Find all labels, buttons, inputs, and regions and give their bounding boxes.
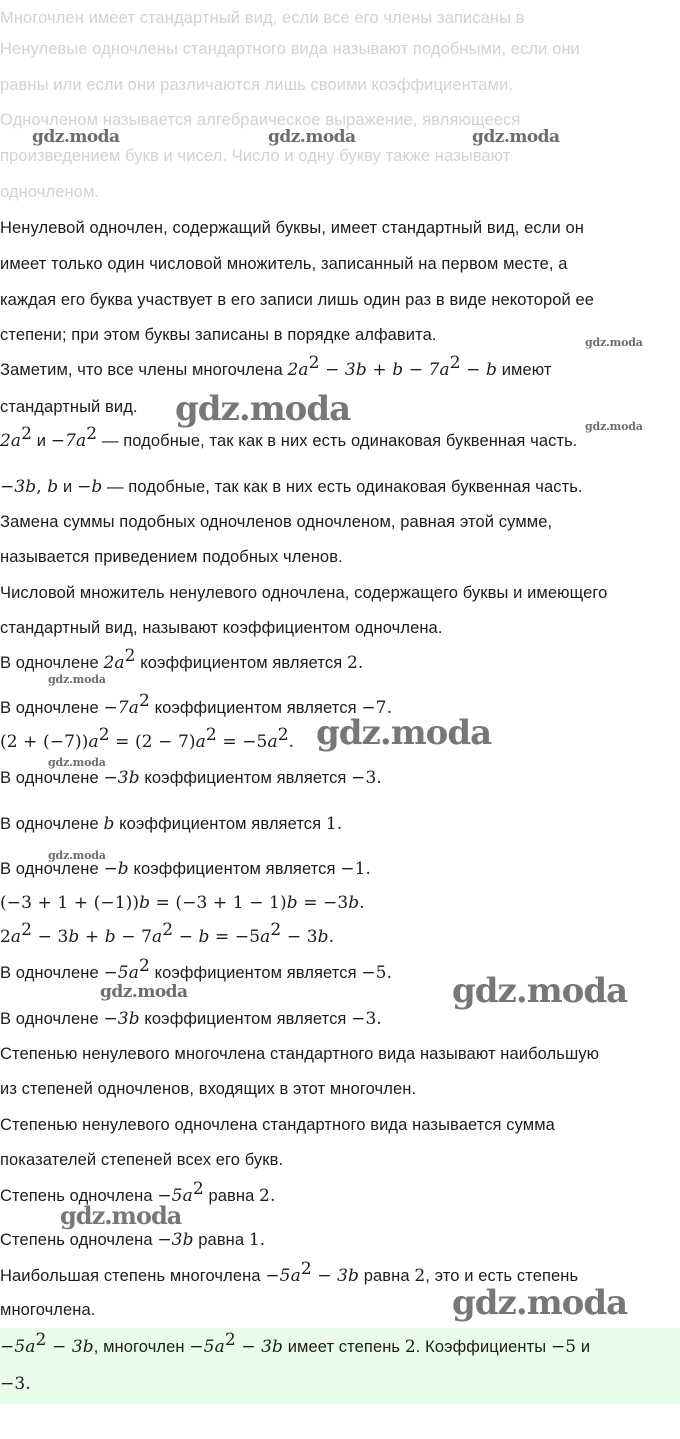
poly-degree-def-line: из степеней одночленов, входящих в этот многочлен. (0, 1080, 417, 1098)
answer-box (0, 1328, 680, 1404)
faded-line: равны или если они различаются лишь своими коэффициентами. (0, 76, 514, 94)
poly-degree-def-line: Степенью ненулевого многочлена стандартного вида называют наибольшую (0, 1045, 600, 1063)
watermark: gdz.moda (48, 756, 106, 769)
watermark: gdz.moda (60, 1201, 182, 1230)
watermark: gdz.moda (175, 389, 351, 429)
coefficient-def-line: стандартный вид, называют коэффициентом одночлена. (0, 619, 443, 637)
note-prefix: Заметим, что все члены многочлена (0, 361, 283, 379)
coefficient-example: В одночлене −3b коэффициентом является −3. (0, 1009, 382, 1029)
definition-line: имеет только один числовой множитель, записанный на первом месте, а (0, 255, 568, 273)
highest-degree-line-2: многочлена. (0, 1301, 96, 1319)
watermark: gdz.moda (452, 1283, 628, 1323)
computation-line: $2a^2 - 3b + b - 7a^2 - b = -5a^2 - 3b$. (0, 920, 335, 947)
watermark: gdz.moda (585, 336, 643, 349)
watermark: gdz.moda (452, 971, 628, 1011)
answer-line-2: −3. (0, 1374, 31, 1394)
definition-line: Ненулевой одночлен, содержащий буквы, имеет стандартный вид, если он (0, 219, 584, 237)
note-line (0, 353, 552, 381)
watermark: gdz.moda (316, 713, 492, 753)
mono-degree-def-line: показателей степеней всех его букв. (0, 1151, 284, 1169)
conjunction: и (62, 478, 73, 496)
degree-example: Степень одночлена $-5a^2$ равна 2. (0, 1179, 276, 1206)
answer-line: $-5a^2 - 3b$, многочлен $-5a^2 - 3b$ имеет степень 2. Коэффициенты −5 и (0, 1330, 591, 1357)
watermark: gdz.moda (472, 127, 560, 147)
formula: $2a^2$ (0, 424, 33, 451)
coefficient-example: В одночлене −3b коэффициентом является −3. (0, 768, 382, 788)
polynomial-formula: $2a^2 - 3b + b - 7a^2 - b$ (287, 353, 497, 380)
watermark: gdz.moda (48, 673, 106, 686)
watermark: gdz.moda (100, 982, 188, 1002)
similar-text: — подобные, так как в них есть одинаковая буквенная часть. (101, 432, 578, 450)
faded-line: Одночленом называется алгебраическое выражение, являющееся (0, 111, 521, 129)
computation-line: $(2 + (-7))a^2 = (2 - 7)a^2 = -5a^2$. (0, 725, 295, 752)
reduction-line: Замена суммы подобных одночленов одночленом, равная этой сумме, (0, 513, 553, 531)
note-suffix: имеют (501, 361, 552, 379)
coefficient-example: В одночлене $-7a^2$ коэффициентом является −7. (0, 691, 393, 718)
coefficient-example: В одночлене $-5a^2$ коэффициентом является −5. (0, 956, 393, 983)
coefficient-def-line: Числовой множитель ненулевого одночлена, содержащего буквы и имеющего (0, 584, 608, 602)
watermark: gdz.moda (48, 849, 106, 862)
computation-line: (−3 + 1 + (−1))b = (−3 + 1 − 1)b = −3b. (0, 893, 365, 913)
formula: $-7a^2$ (50, 424, 98, 451)
coefficient-example: В одночлене −b коэффициентом является −1. (0, 859, 371, 879)
faded-line: Многочлен имеет стандартный вид, если все его члены записаны в (0, 9, 525, 27)
coefficient-example: В одночлене b коэффициентом является 1. (0, 814, 343, 834)
definition-line: каждая его буква участвует в его записи лишь один раз в виде некоторой ее (0, 291, 595, 309)
faded-line: Ненулевые одночлены стандартного вида называют подобными, если они (0, 40, 580, 58)
faded-line: одночленом. (0, 183, 100, 201)
note-line-2: стандартный вид. (0, 398, 138, 416)
formula: −b (76, 477, 103, 497)
similar-line-1 (0, 424, 578, 452)
degree-example: Степень одночлена −3b равна 1. (0, 1230, 266, 1250)
reduction-line: называется приведением подобных членов. (0, 548, 343, 566)
coefficient-example: В одночлене $2a^2$ коэффициентом является 2. (0, 646, 364, 673)
formula: −3b, b (0, 477, 59, 497)
watermark: gdz.moda (268, 127, 356, 147)
mono-degree-def-line: Степенью ненулевого одночлена стандартного вида называется сумма (0, 1116, 555, 1134)
faded-line: произведением букв и чисел. Число и одну букву также называют (0, 147, 511, 165)
highest-degree-line: Наибольшая степень многочлена $-5a^2 - 3b$ равна 2, это и есть степень (0, 1259, 579, 1286)
similar-text: — подобные, так как в них есть одинаковая буквенная часть. (107, 478, 583, 496)
watermark: gdz.moda (585, 420, 643, 433)
definition-line: степени; при этом буквы записаны в порядке алфавита. (0, 326, 437, 344)
similar-line-2 (0, 476, 583, 498)
conjunction: и (36, 432, 47, 450)
watermark: gdz.moda (32, 127, 120, 147)
